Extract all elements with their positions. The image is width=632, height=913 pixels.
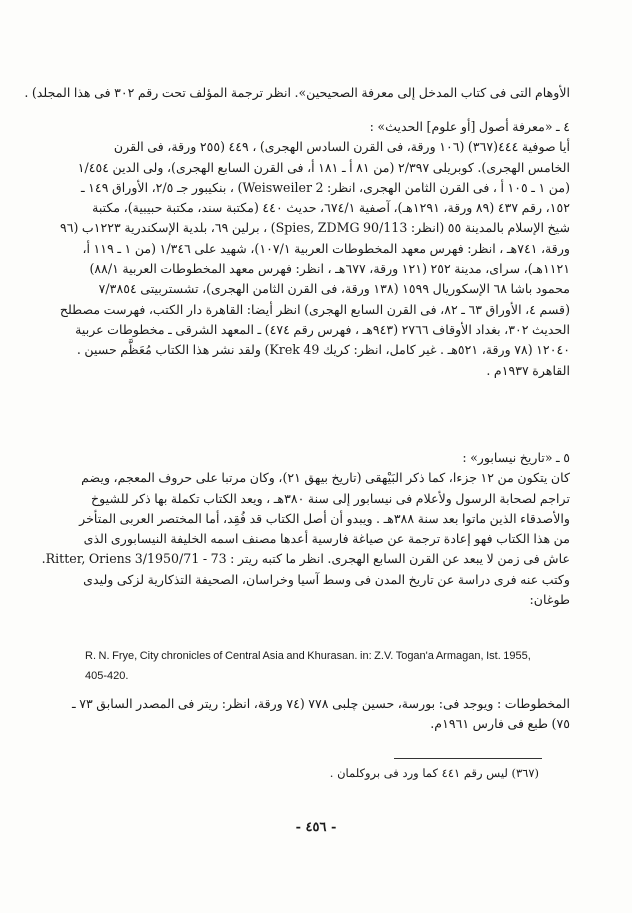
frye-reference bbox=[85, 646, 570, 687]
text-line: أيا صوفية ٤٤٤(٣٦٧) (١٠٦ ورقة، فى القرن السادس الهجرى) ، ٤٤٩ (٢٥٥ ورقة، فى القرن bbox=[113, 139, 570, 155]
section-heading: ٥ ـ «تاريخ نيسابور» : bbox=[462, 450, 570, 465]
text-line: المخطوطات : ويوجد فى: بورسة، حسين چلبى ٧٧٨ (٧٤ ورقة، انظر: ريتر فى المصدر السابق ٧٣ ـ bbox=[72, 696, 570, 711]
text-line: القاهرة ١٩٣٧م . bbox=[486, 362, 570, 378]
footnote: (٣٦٧) ليس رقم ٤٤١ كما ورد فى بروكلمان . bbox=[329, 766, 539, 780]
section-heading: ٤ ـ «معرفة أصول [أو علوم] الحديث» : bbox=[369, 119, 570, 134]
text-line: من هذا الكتاب فهو إعادة ترجمة عن صياغة فارسية أعدها مصنف اسمه الخليفة النيسابورى الذى bbox=[83, 531, 570, 547]
reference-line: 405-420. bbox=[85, 670, 129, 683]
footnote-divider bbox=[394, 758, 542, 759]
text-line: (قسم ٤، الأوراق ٦٣ ـ ٨٢، فى القرن السابع الهجرى) انظر أيضا: القاهرة دار الكتب، فهرست مصطلح bbox=[59, 301, 570, 317]
manuscripts-paragraph bbox=[72, 694, 570, 735]
text-line: وكتب عنه فرى دراسة عن تاريخ المدن فى وسط آسيا وخراسان، الصحيفة التذكارية لزكى وليدى bbox=[83, 571, 570, 587]
text-line: والأصدقاء الذين ماتوا بعد سنة ٣٨٨هـ . ويبدو أن أصل الكتاب قد فُقِد، أما المختصر العربى المتأخر bbox=[79, 510, 570, 526]
text-line: ١١٢١هـ)، سراى، مدينة ٢٥٢ (١٢١ ورقة، ٦٧٧هـ ، انظر: فهرس معهد المخطوطات العربية ٨٨/١) bbox=[89, 261, 570, 277]
text-line: طوغان: bbox=[529, 592, 570, 608]
page-number: - ٤٥٦ - bbox=[295, 820, 337, 835]
text-line: ورقة، ٧٤١هـ ، انظر: فهرس معهد المخطوطات العربية ١٠٧/١)، شهيد على ١/٣٤٦ (من ١ ـ ١١٩ أ، bbox=[82, 240, 570, 256]
text-line: الأوهام التى فى كتاب المدخل إلى معرفة الصحيحين». انظر ترجمة المؤلف تحت رقم ٣٠٢ فى هذا المجلد) . bbox=[24, 85, 570, 100]
intro-paragraph bbox=[24, 83, 570, 103]
text-line: كان يتكون من ١٢ جزءا، كما ذكر البَيْهقى (تاريخ بيهق ٢١)، وكان مرتبا على حروف المعجم، ويضم bbox=[81, 470, 570, 486]
text-line: (من ١ ـ ١٠٥ أ ، فى القرن الثامن الهجرى، انظر: Weisweiler 2) ، بنكيبور جـ ٢/٥، الأوراق ١٤٩ ـ bbox=[80, 179, 570, 195]
section-4 bbox=[59, 117, 570, 381]
text-line: ١٥٢، رقم ٤٣٧ (٨٩ ورقة، ١٢٩١هـ)، آصفية ٦٧٤/١، حديث ٤٤٠ (مكتبة سند، مكتبة حبيبية)، مكتبة bbox=[92, 200, 570, 216]
text-line: ١٢٠٤٠ (٧٨ ورقة، ٥٢١هـ . غير كامل، انظر: كريك Krek 49) ولقد نشر هذا الكتاب مُعَظَّم حسين . bbox=[76, 342, 570, 358]
text-line: الخامس الهجرى). كوبريلى ٢/٣٩٧ (من ٨١ أ ـ ١٨١ أ، فى القرن السابع الهجرى)، ولى الدين ١/٤٥٤ bbox=[77, 159, 570, 175]
text-line: عاش فى زمن لا يبعد عن القرن السابع الهجرى. انظر ما كتبه ريتر : Ritter, Oriens 3/1950/71 - 73. bbox=[41, 551, 570, 567]
text-line: محمود باشا ٦٨ الإسكوريال ١٥٩٩ (١٣٨ ورقة، فى القرن الثامن الهجرى)، تشستربيتى ٧/٣٨٥٤ bbox=[98, 281, 570, 297]
reference-line: R. N. Frye, City chronicles of Central Asia and Khurasan. in: Z.V. Togan'a Armagan, Ist. 1955, bbox=[85, 650, 531, 662]
text-line: شيخ الإسلام بالمدينة ٥٥ (انظر: Spies, ZDMG 90/113) ، برلين ٦٩، بلدية الإسكندرية ١٢٢٣ب (٩٦ bbox=[59, 220, 570, 236]
section-5 bbox=[41, 448, 570, 610]
text-line: تراجم لصحابة الرسول ولأعلام فى نيسابور إلى سنة ٣٨٠هـ ، ويعد الكتاب تكملة بها ذكر للشيوخ bbox=[91, 490, 570, 506]
text-line: الحديث ٣٠٢، بغداد الأوقاف ٢٧٦٦ (٩٤٣هـ ، فهرس رقم ٤٧٤) ـ المعهد الشرقى ـ مخطوطات عربية bbox=[75, 321, 570, 337]
text-line: ٧٥) طبع فى فارس ١٩٦١م. bbox=[430, 716, 570, 732]
